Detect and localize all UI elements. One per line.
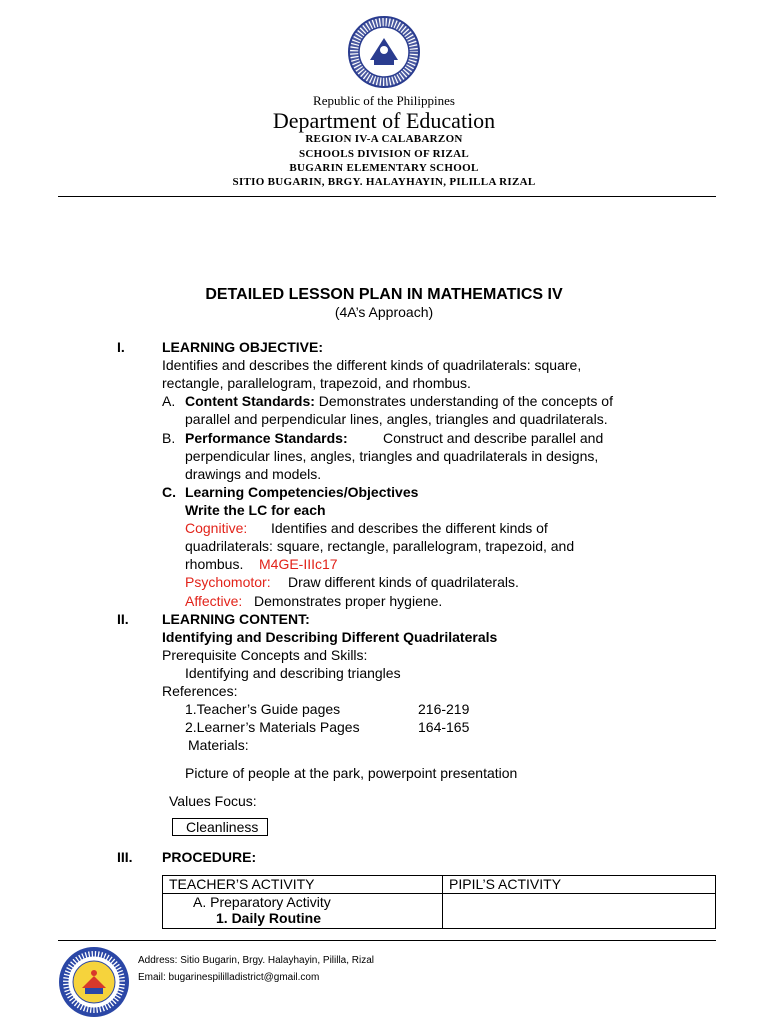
cognitive-code: M4GE-IIIc17	[259, 556, 338, 572]
cognitive-text-1: Identifies and describes the different kinds of	[271, 520, 548, 536]
daily-routine: 1. Daily Routine	[216, 910, 322, 926]
affective-label: Affective:	[185, 593, 243, 609]
values-focus-box: Cleanliness	[172, 818, 268, 836]
section-3-heading: PROCEDURE:	[162, 849, 257, 865]
cognitive-text-3: rhombus.	[185, 556, 244, 572]
objective-line-1: Identifies and describes the different kinds of quadrilaterals: square,	[162, 357, 582, 373]
school-logo	[58, 946, 130, 1018]
reference-2-label: 2.Learner’s Materials Pages	[185, 719, 360, 735]
reference-2-pages: 164-165	[418, 719, 470, 735]
lesson-plan-subtitle: (4A’s Approach)	[334, 304, 434, 320]
header-divider	[58, 196, 716, 197]
content-standards-text: Demonstrates understanding of the concepts of	[314, 393, 613, 409]
section-1-numeral: I.	[117, 339, 125, 355]
section-1-heading: LEARNING OBJECTIVE:	[162, 339, 324, 355]
region-line: REGION IV-A CALABARZON	[305, 133, 463, 145]
content-standards-text-2: parallel and perpendicular lines, angles, triangles and quadrilaterals.	[185, 411, 608, 427]
affective-text: Demonstrates proper hygiene.	[254, 593, 443, 609]
competencies-letter: C.	[162, 484, 176, 500]
objective-line-2: rectangle, parallelogram, trapezoid, and rhombus.	[162, 375, 471, 391]
section-3-numeral: III.	[117, 849, 133, 865]
content-standards-letter: A.	[162, 393, 176, 409]
footer-address: Address: Sitio Bugarin, Brgy. Halayhayin, Pililla, Rizal	[138, 955, 375, 966]
footer-divider	[58, 940, 716, 941]
reference-1-pages: 216-219	[418, 701, 470, 717]
materials-value: Picture of people at the park, powerpoint presentation	[185, 765, 518, 781]
prereq-value: Identifying and describing triangles	[185, 665, 401, 681]
footer-email[interactable]: Email: bugarinespililladistrict@gmail.com	[138, 972, 320, 983]
performance-standards-text-3: drawings and models.	[185, 466, 322, 482]
section-2-heading: LEARNING CONTENT:	[162, 611, 310, 627]
competencies-sub: Write the LC for each	[185, 502, 326, 518]
preparatory-activity: A. Preparatory Activity	[193, 894, 331, 910]
table-row	[163, 894, 716, 929]
references-label: References:	[162, 683, 238, 699]
pupil-activity-header: PIPIL’S ACTIVITY	[443, 876, 716, 894]
school-line: BUGARIN ELEMENTARY SCHOOL	[289, 162, 479, 174]
content-standards	[185, 392, 613, 410]
pupil-activity-cell	[443, 894, 716, 929]
performance-standards-label: Performance Standards:	[185, 430, 348, 446]
performance-standards-text-2: perpendicular lines, angles, triangles and quadrilaterals in designs,	[185, 448, 599, 464]
deped-seal	[348, 16, 420, 88]
performance-standards-letter: B.	[162, 430, 176, 446]
section-2-numeral: II.	[117, 611, 129, 627]
department-title: Department of Education	[272, 108, 496, 133]
republic-line: Republic of the Philippines	[313, 93, 455, 108]
values-focus-label: Values Focus:	[169, 793, 257, 809]
teacher-activity-cell	[163, 894, 443, 929]
content-standards-label: Content Standards:	[185, 393, 315, 409]
performance-standards-text-1: Construct and describe parallel and	[383, 430, 604, 446]
school-address-line: SITIO BUGARIN, BRGY. HALAYHAYIN, PILILLA RIZAL	[232, 176, 536, 188]
psychomotor-text: Draw different kinds of quadrilaterals.	[288, 574, 519, 590]
lesson-topic: Identifying and Describing Different Quadrilaterals	[162, 629, 498, 645]
division-line: SCHOOLS DIVISION OF RIZAL	[299, 148, 469, 160]
table-header-row	[163, 876, 716, 894]
lesson-plan-title: DETAILED LESSON PLAN IN MATHEMATICS IV	[205, 286, 563, 303]
materials-label: Materials:	[188, 737, 249, 753]
psychomotor-label: Psychomotor:	[185, 574, 271, 590]
procedure-table	[162, 875, 716, 929]
cognitive-label: Cognitive:	[185, 520, 248, 536]
teacher-activity-header: TEACHER’S ACTIVITY	[163, 876, 443, 894]
reference-1-label: 1.Teacher’s Guide pages	[185, 701, 341, 717]
prereq-label: Prerequisite Concepts and Skills:	[162, 647, 368, 663]
cognitive-text-2: quadrilaterals: square, rectangle, parallelogram, trapezoid, and	[185, 538, 575, 554]
competencies-label: Learning Competencies/Objectives	[185, 484, 419, 500]
